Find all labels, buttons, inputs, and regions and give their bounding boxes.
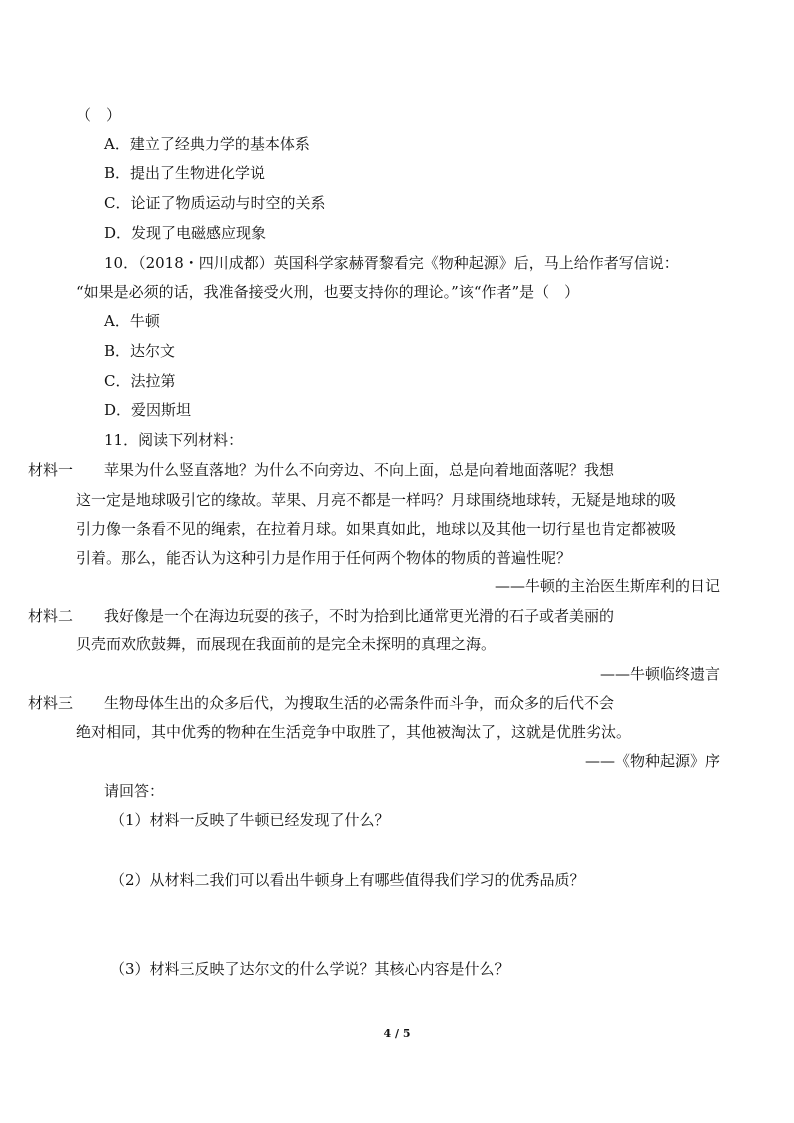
q10-option-b: B．达尔文 xyxy=(104,342,176,360)
material-3-label: 材料三 xyxy=(28,694,74,712)
subquestion-1: （1）材料一反映了牛顿已经发现了什么？ xyxy=(110,811,390,829)
material-2-label: 材料二 xyxy=(28,607,74,625)
material-1-line-4: 引着。那么，能否认为这种引力是作用于任何两个物体的物质的普遍性呢？ xyxy=(76,549,572,567)
material-1-label: 材料一 xyxy=(28,461,74,479)
material-2-text-1: 我好像是一个在海边玩耍的孩子，不时为拾到比通常更光滑的石子或者美丽的 xyxy=(104,607,615,625)
material-3-text-1: 生物母体生出的众多后代，为搜取生活的必需条件而斗争，而众多的后代不会 xyxy=(104,694,615,712)
material-1-line-3: 引力像一条看不见的绳索，在拉着月球。如果真如此，地球以及其他一切行星也肯定都被吸 xyxy=(76,520,677,538)
q9-option-a: A．建立了经典力学的基本体系 xyxy=(104,135,310,153)
q10-option-d: D．爱因斯坦 xyxy=(104,401,192,419)
q10-option-a: A．牛顿 xyxy=(104,312,160,330)
q9-option-c: C．论证了物质运动与时空的关系 xyxy=(104,194,326,212)
material-2-line-1 xyxy=(0,606,794,626)
q10-stem-line-2: “如果是必须的话，我准备接受火刑，也要支持你的理论。”该“作者”是（ ） xyxy=(76,283,580,301)
subquestion-3: （3）材料三反映了达尔文的什么学说？其核心内容是什么？ xyxy=(110,960,510,978)
material-3-source: ——《物种起源》序 xyxy=(584,752,720,770)
material-1-line-2: 这一定是地球吸引它的缘故。苹果、月亮不都是一样吗？月球围绕地球转，无疑是地球的吸 xyxy=(76,491,677,509)
answer-prompt: 请回答： xyxy=(104,782,165,800)
q10-option-c: C．法拉第 xyxy=(104,372,176,390)
material-3-line-1 xyxy=(0,693,794,713)
page-number: 4 / 5 xyxy=(383,1027,411,1040)
material-1-line-1 xyxy=(0,460,794,480)
material-2-source: ——牛顿临终遗言 xyxy=(599,665,720,683)
q9-option-b: B．提出了生物进化学说 xyxy=(104,164,266,182)
q9-answer-bracket: （ ） xyxy=(76,106,122,124)
material-3-line-2: 绝对相同，其中优秀的物种在生活竞争中取胜了，其他被淘汰了，这就是优胜劣汰。 xyxy=(76,723,632,741)
q10-stem-line-1: 10．（2018・四川成都）英国科学家赫胥黎看完《物种起源》后，马上给作者写信说： xyxy=(104,254,679,272)
q11-intro: 11．阅读下列材料： xyxy=(104,431,244,449)
material-1-source: ——牛顿的主治医生斯库利的日记 xyxy=(494,577,720,595)
subquestion-2: （2）从材料二我们可以看出牛顿身上有哪些值得我们学习的优秀品质？ xyxy=(110,871,585,889)
material-2-line-2: 贝壳而欢欣鼓舞，而展现在我面前的是完全未探明的真理之海。 xyxy=(76,635,497,653)
q9-option-d: D．发现了电磁感应现象 xyxy=(104,224,267,242)
material-1-text-1: 苹果为什么竖直落地？为什么不向旁边、不向上面，总是向着地面落呢？我想 xyxy=(104,461,615,479)
